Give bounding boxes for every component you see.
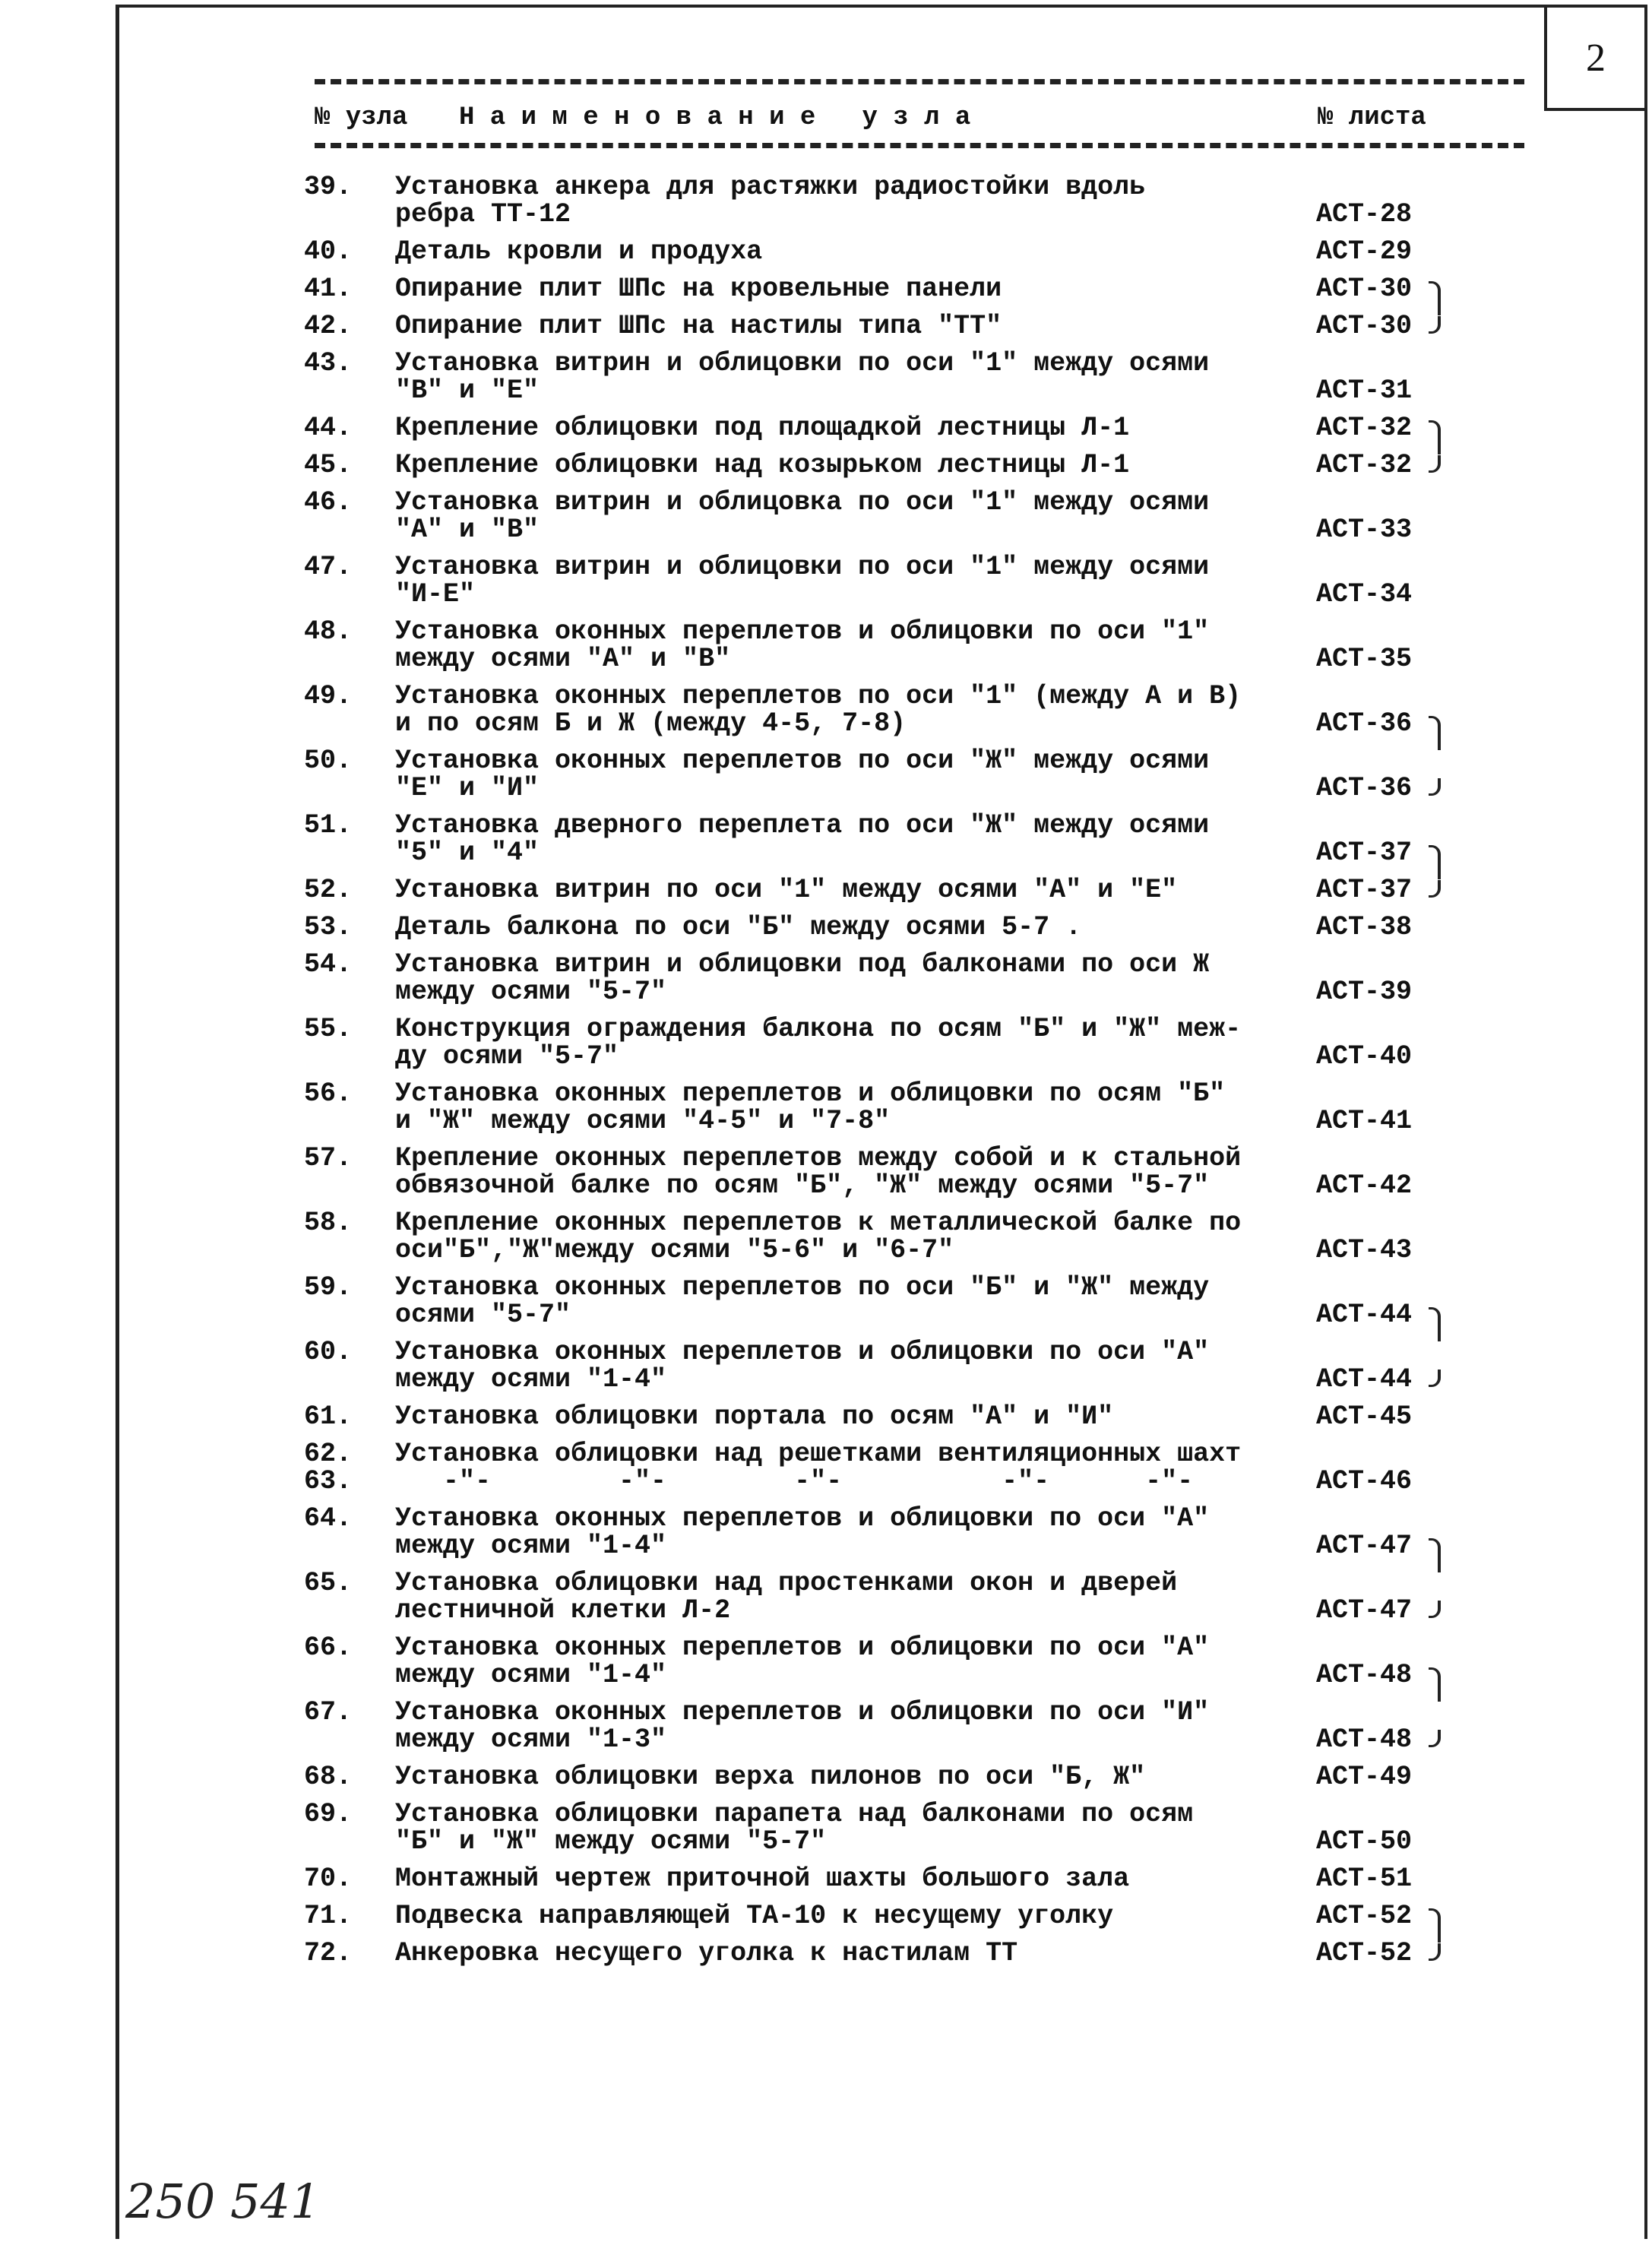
sheet-number: АСТ-52 [1316, 1901, 1413, 1931]
node-name: Установка дверного переплета по оси "Ж" между осями "5" и "4" [395, 810, 1210, 868]
sheet-cell [1307, 275, 1467, 302]
node-name: Установка анкера для растяжки радиостойки вдоль ребра ТТ-12 [395, 172, 1146, 230]
node-number: 68. [304, 1762, 353, 1792]
sheet-cell [1307, 645, 1467, 673]
list-item [304, 951, 1535, 1005]
sheet-number: АСТ-38 [1316, 912, 1413, 942]
sheet-number: АСТ-47 [1316, 1531, 1413, 1561]
sheet-cell [1307, 710, 1467, 737]
sheet-number: АСТ-31 [1316, 375, 1413, 406]
page-number-box [1544, 8, 1644, 111]
header-bottom-rule [315, 143, 1524, 148]
node-name: Крепление облицовки под площадкой лестницы Л-1 [395, 413, 1130, 443]
list-item [304, 275, 1535, 302]
sheet-cell [1307, 1865, 1467, 1892]
node-name: Установка витрин и облицовки по оси "1" между осями "И-Е" [395, 552, 1210, 610]
brace-mark [1429, 455, 1441, 473]
brace-mark [1429, 1667, 1441, 1702]
node-number: 69. [304, 1799, 353, 1829]
list-item [304, 312, 1535, 340]
list-item [304, 1699, 1535, 1753]
brace-mark [1429, 1307, 1441, 1341]
sheet-cell [1307, 1301, 1467, 1328]
brace-mark [1429, 1908, 1441, 1943]
node-number: 41. [304, 274, 353, 304]
sheet-cell [1307, 839, 1467, 866]
sheet-cell [1307, 1940, 1467, 1967]
node-name: Установка облицовки над простенками окон и дверей лестничной клетки Л-2 [395, 1568, 1178, 1626]
node-name: Установка оконных переплетов по оси "Б" и "Ж" между осями "5-7" [395, 1272, 1210, 1330]
brace-mark [1429, 1370, 1441, 1387]
node-name: Установка оконных переплетов и облицовки по оси "А" между осями "1-4" [395, 1632, 1210, 1690]
brace-mark [1429, 1943, 1441, 1961]
sheet-cell [1307, 516, 1467, 543]
sheet-number: АСТ-48 [1316, 1724, 1413, 1755]
node-number: 58. [304, 1208, 353, 1238]
list-item [304, 812, 1535, 866]
node-number: 71. [304, 1901, 353, 1931]
node-name: Крепление облицовки над козырьком лестницы Л-1 [395, 450, 1130, 480]
list-item [304, 1338, 1535, 1393]
node-name: Установка оконных переплетов и облицовки по оси "И" между осями "1-3" [395, 1697, 1210, 1755]
sheet-cell [1307, 312, 1467, 340]
node-number: 60. [304, 1337, 353, 1367]
node-number: 47. [304, 552, 353, 582]
node-name: Установка оконных переплетов и облицовки по оси "А" между осями "1-4" [395, 1337, 1210, 1395]
node-name: Крепление оконных переплетов между собой и к стальной обвязочной балке по осям "Б", "Ж" между осями "5-7" [395, 1143, 1242, 1201]
list-item [304, 1569, 1535, 1624]
node-number: 52. [304, 875, 353, 905]
sheet-number: АСТ-51 [1316, 1864, 1413, 1894]
sheet-number: АСТ-44 [1316, 1364, 1413, 1395]
sheet-number: АСТ-29 [1316, 236, 1413, 267]
header-top-rule [315, 79, 1524, 84]
brace-mark [1429, 316, 1441, 334]
list-item [304, 1940, 1535, 1967]
node-name: Подвеска направляющей ТА-10 к несущему уголку [395, 1901, 1114, 1931]
node-number: 43. [304, 348, 353, 378]
sheet-cell [1307, 238, 1467, 265]
list-item [304, 350, 1535, 404]
list-item [304, 1800, 1535, 1855]
list-item [304, 1865, 1535, 1892]
node-name: Анкеровка несущего уголка к настилам ТТ [395, 1938, 1018, 1968]
list-item [304, 173, 1535, 228]
sheet-number: АСТ-32 [1316, 450, 1413, 480]
brace-mark [1429, 716, 1441, 750]
node-number: 61. [304, 1401, 353, 1432]
sheet-number: АСТ-33 [1316, 515, 1413, 545]
sheet-cell [1307, 1403, 1467, 1430]
sheet-number: АСТ-40 [1316, 1041, 1413, 1072]
node-name: Установка оконных переплетов по оси "Ж" между осями "Е" и "И" [395, 746, 1210, 803]
sheet-cell [1307, 914, 1467, 941]
node-number: 50. [304, 746, 353, 776]
brace-mark [1429, 281, 1441, 315]
sheet-number: АСТ-36 [1316, 773, 1413, 803]
brace-mark [1429, 845, 1441, 879]
sheet-number: АСТ-41 [1316, 1106, 1413, 1136]
node-number: 64. [304, 1503, 353, 1534]
sheet-cell [1307, 978, 1467, 1005]
node-name: Установка витрин и облицовка по оси "1" между осями "А" и "В" [395, 487, 1210, 545]
sheet-number: АСТ-52 [1316, 1938, 1413, 1968]
node-number: 46. [304, 487, 353, 518]
node-name: Установка витрин и облицовки по оси "1" между осями "В" и "Е" [395, 348, 1210, 406]
node-number: 39. [304, 172, 353, 202]
node-number: 70. [304, 1864, 353, 1894]
header-node-number: № узла [315, 103, 408, 132]
brace-mark [1429, 420, 1441, 454]
sheet-cell [1307, 1366, 1467, 1393]
list-item [304, 553, 1535, 608]
node-name: Установка облицовки портала по осям "А" и "И" [395, 1401, 1114, 1432]
list-item [304, 914, 1535, 941]
node-name: Установка облицовки над решетками вентиляционных шахт -"- -"- -"- -"- -"- [395, 1439, 1242, 1496]
sheet-number: АСТ-34 [1316, 579, 1413, 610]
list-item [304, 618, 1535, 673]
sheet-number: АСТ-45 [1316, 1401, 1413, 1432]
sheet-number: АСТ-30 [1316, 274, 1413, 304]
list-item [304, 1080, 1535, 1135]
sheet-number: АСТ-28 [1316, 199, 1413, 230]
brace-mark [1429, 1538, 1441, 1572]
sheet-cell [1307, 1532, 1467, 1560]
sheet-cell [1307, 1107, 1467, 1135]
sheet-cell [1307, 1172, 1467, 1199]
list-item [304, 876, 1535, 904]
node-number: 49. [304, 681, 353, 711]
sheet-number: АСТ-42 [1316, 1170, 1413, 1201]
sheet-cell [1307, 1237, 1467, 1264]
list-item [304, 1634, 1535, 1689]
node-name: Установка облицовки парапета над балконами по осям "Б" и "Ж" между осями "5-7" [395, 1799, 1194, 1857]
node-number: 55. [304, 1014, 353, 1044]
list-item [304, 238, 1535, 265]
node-number: 54. [304, 949, 353, 980]
page-number: 2 [1586, 36, 1606, 80]
sheet-cell [1307, 581, 1467, 608]
sheet-cell [1307, 774, 1467, 802]
sheet-number: АСТ-36 [1316, 708, 1413, 739]
sheet-cell [1307, 1043, 1467, 1070]
sheet-cell [1307, 414, 1467, 442]
sheet-number: АСТ-37 [1316, 838, 1413, 868]
node-name: Монтажный чертеж приточной шахты большого зала [395, 1864, 1130, 1894]
sheet-number: АСТ-43 [1316, 1235, 1413, 1265]
node-number: 56. [304, 1078, 353, 1109]
sheet-cell [1307, 201, 1467, 228]
brace-mark [1429, 1730, 1441, 1747]
sheet-number: АСТ-50 [1316, 1826, 1413, 1857]
node-name: Установка оконных переплетов и облицовки по осям "Б" и "Ж" между осями "4-5" и "7-8" [395, 1078, 1226, 1136]
node-name: Опирание плит ШПс на настилы типа "ТТ" [395, 311, 1002, 341]
node-number: 45. [304, 450, 353, 480]
brace-mark [1429, 778, 1441, 796]
list-item [304, 1145, 1535, 1199]
sheet-cell [1307, 1763, 1467, 1791]
sheet-number: АСТ-44 [1316, 1300, 1413, 1330]
handwritten-note: 250 541 [125, 2174, 321, 2229]
sheet-number: АСТ-30 [1316, 311, 1413, 341]
sheet-number: АСТ-32 [1316, 413, 1413, 443]
sheet-number: АСТ-39 [1316, 977, 1413, 1007]
list-item [304, 1902, 1535, 1930]
list-item [304, 1209, 1535, 1264]
node-number: 48. [304, 616, 353, 647]
node-number: 72. [304, 1938, 353, 1968]
node-name: Деталь кровли и продуха [395, 236, 763, 267]
node-name: Установка витрин и облицовки под балконами по оси Ж между осями "5-7" [395, 949, 1210, 1007]
node-name: Установка оконных переплетов и облицовки по оси "1" между осями "А" и "В" [395, 616, 1210, 674]
list-item [304, 1015, 1535, 1070]
node-number: 42. [304, 311, 353, 341]
node-number: 57. [304, 1143, 353, 1173]
node-number: 51. [304, 810, 353, 841]
header-sheet-number: № листа [1318, 103, 1426, 132]
sheet-number: АСТ-48 [1316, 1660, 1413, 1690]
node-name: Установка витрин по оси "1" между осями "А" и "Е" [395, 875, 1178, 905]
node-number: 44. [304, 413, 353, 443]
sheet-cell [1307, 1828, 1467, 1855]
list-item [304, 1440, 1535, 1495]
list-item [304, 1763, 1535, 1791]
node-number: 40. [304, 236, 353, 267]
list-item [304, 747, 1535, 802]
list-item [304, 451, 1535, 479]
node-name: Установка оконных переплетов по оси "1" (между А и В) и по осям Б и Ж (между 4-5, 7-8) [395, 681, 1242, 739]
sheet-cell [1307, 1726, 1467, 1753]
sheet-cell [1307, 1468, 1467, 1495]
header-node-name: Н а и м е н о в а н и е у з л а [459, 103, 971, 132]
list-item [304, 414, 1535, 442]
node-number: 53. [304, 912, 353, 942]
node-name: Конструкция ограждения балкона по осям "Б" и "Ж" меж- ду осями "5-7" [395, 1014, 1242, 1072]
sheet-number: АСТ-37 [1316, 875, 1413, 905]
sheet-cell [1307, 1902, 1467, 1930]
node-number: 65. [304, 1568, 353, 1598]
node-name: Установка оконных переплетов и облицовки по оси "А" между осями "1-4" [395, 1503, 1210, 1561]
sheet-number: АСТ-46 [1316, 1466, 1413, 1496]
list-item [304, 1274, 1535, 1328]
sheet-number: АСТ-35 [1316, 644, 1413, 674]
node-number: 59. [304, 1272, 353, 1303]
sheet-cell [1307, 876, 1467, 904]
node-number: 62. 63. [304, 1439, 353, 1496]
sheet-cell [1307, 451, 1467, 479]
node-number: 67. [304, 1697, 353, 1727]
list-item [304, 489, 1535, 543]
list-item [304, 682, 1535, 737]
list-item [304, 1505, 1535, 1560]
brace-mark [1429, 880, 1441, 898]
node-name: Деталь балкона по оси "Б" между осями 5-7 . [395, 912, 1082, 942]
sheet-number: АСТ-49 [1316, 1762, 1413, 1792]
node-name: Опирание плит ШПс на кровельные панели [395, 274, 1002, 304]
list-item [304, 1403, 1535, 1430]
brace-mark [1429, 1601, 1441, 1618]
sheet-number: АСТ-47 [1316, 1595, 1413, 1626]
node-list [304, 173, 1535, 1977]
node-number: 66. [304, 1632, 353, 1663]
sheet-cell [1307, 377, 1467, 404]
node-name: Установка облицовки верха пилонов по оси "Б, Ж" [395, 1762, 1146, 1792]
sheet-cell [1307, 1597, 1467, 1624]
node-name: Крепление оконных переплетов к металлической балке по оси"Б","Ж"между осями "5-6" и "6-7" [395, 1208, 1242, 1265]
sheet-cell [1307, 1661, 1467, 1689]
